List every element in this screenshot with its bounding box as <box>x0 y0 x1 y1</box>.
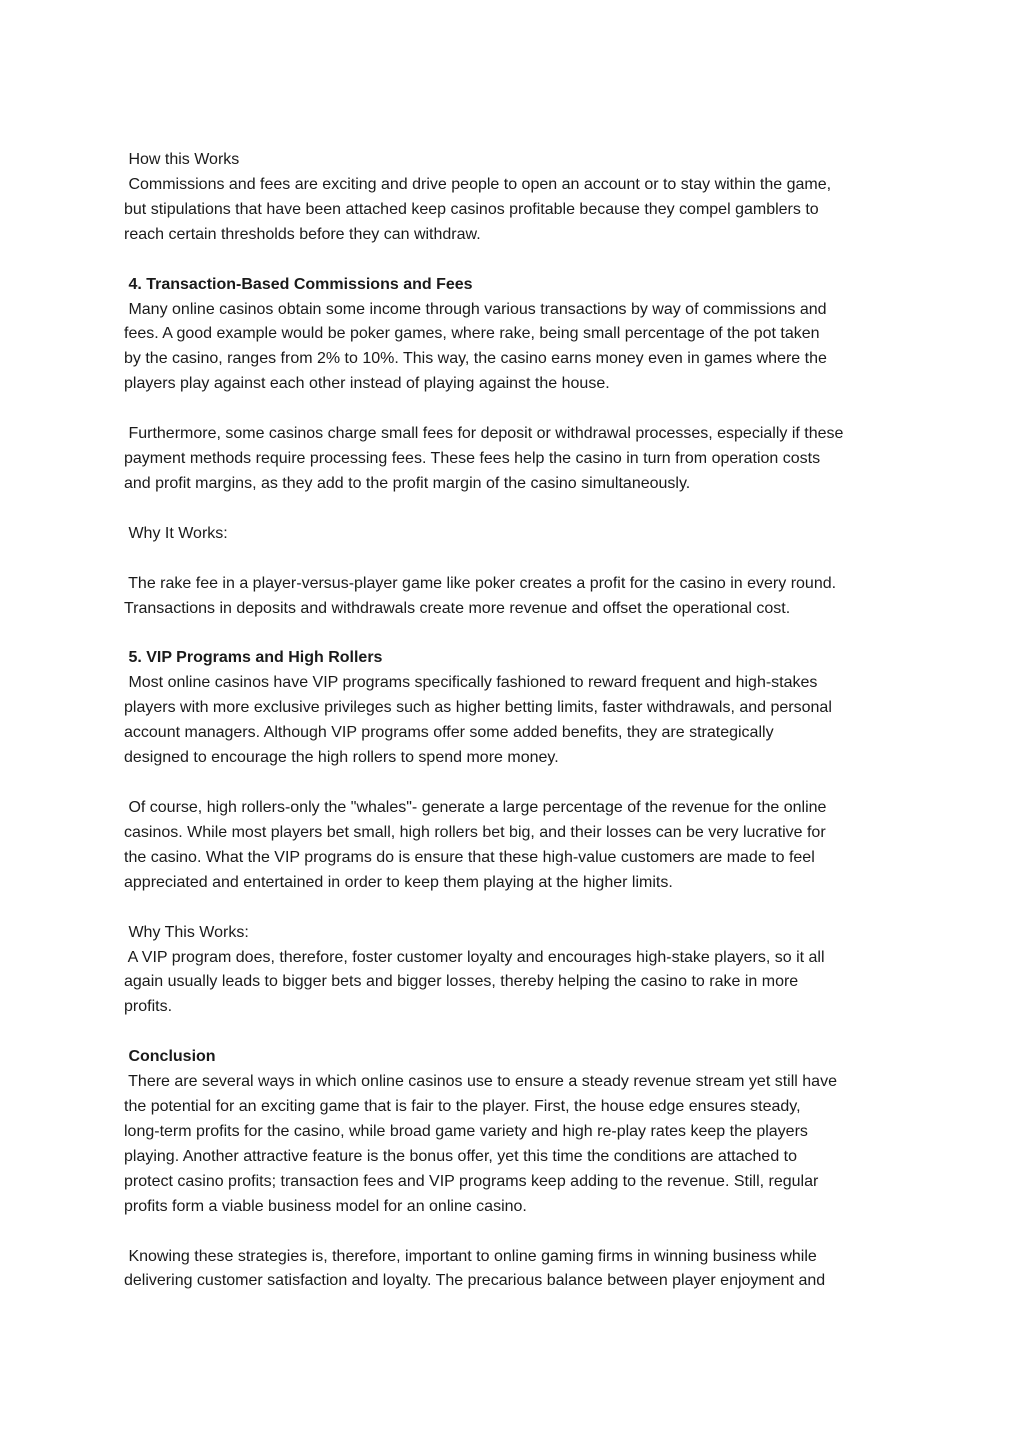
paragraph <box>124 671 914 771</box>
paragraph <box>124 921 914 1021</box>
section-heading <box>124 646 914 671</box>
text-line: Knowing these strategies is, therefore, important to online gaming firms in winning business while <box>124 1247 817 1265</box>
paragraph <box>124 572 914 622</box>
paragraph <box>124 796 914 896</box>
text-line: again usually leads to bigger bets and bigger losses, thereby helping the casino to rake in more <box>124 973 799 991</box>
text-line: players with more exclusive privileges such as higher betting limits, faster withdrawals, and personal <box>124 699 832 717</box>
text-line: Why This Works: <box>124 923 249 941</box>
text-line: protect casino profits; transaction fees and VIP programs keep adding to the revenue. Still, regular <box>124 1172 819 1190</box>
text-line: payment methods require processing fees. These fees help the casino in turn from operation costs <box>124 450 821 468</box>
paragraph <box>124 522 914 547</box>
heading-text: Conclusion <box>124 1048 216 1066</box>
section-heading <box>124 273 914 298</box>
paragraph <box>124 1070 914 1220</box>
text-line: the casino. What the VIP programs do is ensure that these high-value customers are made to feel <box>124 848 815 866</box>
text-line: but stipulations that have been attached keep casinos profitable because they compel gamblers to <box>124 200 819 218</box>
text-line: playing. Another attractive feature is the bonus offer, yet this time the conditions are attached to <box>124 1147 797 1165</box>
text-line: Most online casinos have VIP programs specifically fashioned to reward frequent and high-stakes <box>124 674 818 692</box>
text-line: Many online casinos obtain some income through various transactions by way of commissions and <box>124 300 827 318</box>
text-line: reach certain thresholds before they can withdraw. <box>124 225 481 243</box>
text-line: The rake fee in a player-versus-player game like poker creates a profit for the casino in every round. <box>124 574 837 592</box>
text-line: players play against each other instead of playing against the house. <box>124 375 610 393</box>
paragraph <box>124 422 914 497</box>
paragraph-gap <box>124 397 914 422</box>
text-line: casinos. While most players bet small, high rollers bet big, and their losses can be very lucrative for <box>124 823 826 841</box>
text-line: and profit margins, as they add to the profit margin of the casino simultaneously. <box>124 474 691 492</box>
paragraph <box>124 298 914 398</box>
paragraph-gap <box>124 622 914 647</box>
text-line: How this Works <box>124 151 240 168</box>
paragraph-gap <box>124 547 914 572</box>
text-line: fees. A good example would be poker games, where rake, being small percentage of the pot taken <box>124 325 820 343</box>
text-line: the potential for an exciting game that is fair to the player. First, the house edge ensures steady, <box>124 1098 801 1116</box>
text-line: appreciated and entertained in order to keep them playing at the higher limits. <box>124 873 673 891</box>
heading-text: 4. Transaction-Based Commissions and Fees <box>124 275 473 293</box>
text-line: Why It Works: <box>124 524 228 542</box>
text-line: profits form a viable business model for an online casino. <box>124 1197 527 1215</box>
text-line: account managers. Although VIP programs offer some added benefits, they are strategically <box>124 724 774 742</box>
paragraph-gap <box>124 1220 914 1245</box>
text-line: Transactions in deposits and withdrawals create more revenue and offset the operational cost. <box>124 599 791 617</box>
paragraph-gap <box>124 1020 914 1045</box>
paragraph <box>124 1245 914 1295</box>
paragraph-gap <box>124 896 914 921</box>
paragraph-gap <box>124 771 914 796</box>
heading-text: 5. VIP Programs and High Rollers <box>124 649 383 667</box>
paragraph-gap <box>124 248 914 273</box>
text-line: delivering customer satisfaction and loyalty. The precarious balance between player enjoyment and <box>124 1272 826 1290</box>
text-line: Of course, high rollers-only the "whales"- generate a large percentage of the revenue for the online <box>124 798 827 816</box>
document-page <box>124 148 914 1294</box>
section-heading <box>124 1045 914 1070</box>
text-line: by the casino, ranges from 2% to 10%. This way, the casino earns money even in games where the <box>124 350 827 368</box>
text-line: There are several ways in which online casinos use to ensure a steady revenue stream yet still have <box>124 1073 837 1091</box>
text-line: designed to encourage the high rollers to spend more money. <box>124 749 559 767</box>
text-line: long-term profits for the casino, while broad game variety and high re-play rates keep the players <box>124 1122 808 1140</box>
paragraph-gap <box>124 497 914 522</box>
text-line: Furthermore, some casinos charge small fees for deposit or withdrawal processes, especially if these <box>124 425 844 443</box>
paragraph <box>124 148 914 248</box>
text-line: A VIP program does, therefore, foster customer loyalty and encourages high-stake players, so it all <box>124 948 825 966</box>
text-line: Commissions and fees are exciting and drive people to open an account or to stay within the game, <box>124 175 832 193</box>
text-line: profits. <box>124 998 173 1016</box>
